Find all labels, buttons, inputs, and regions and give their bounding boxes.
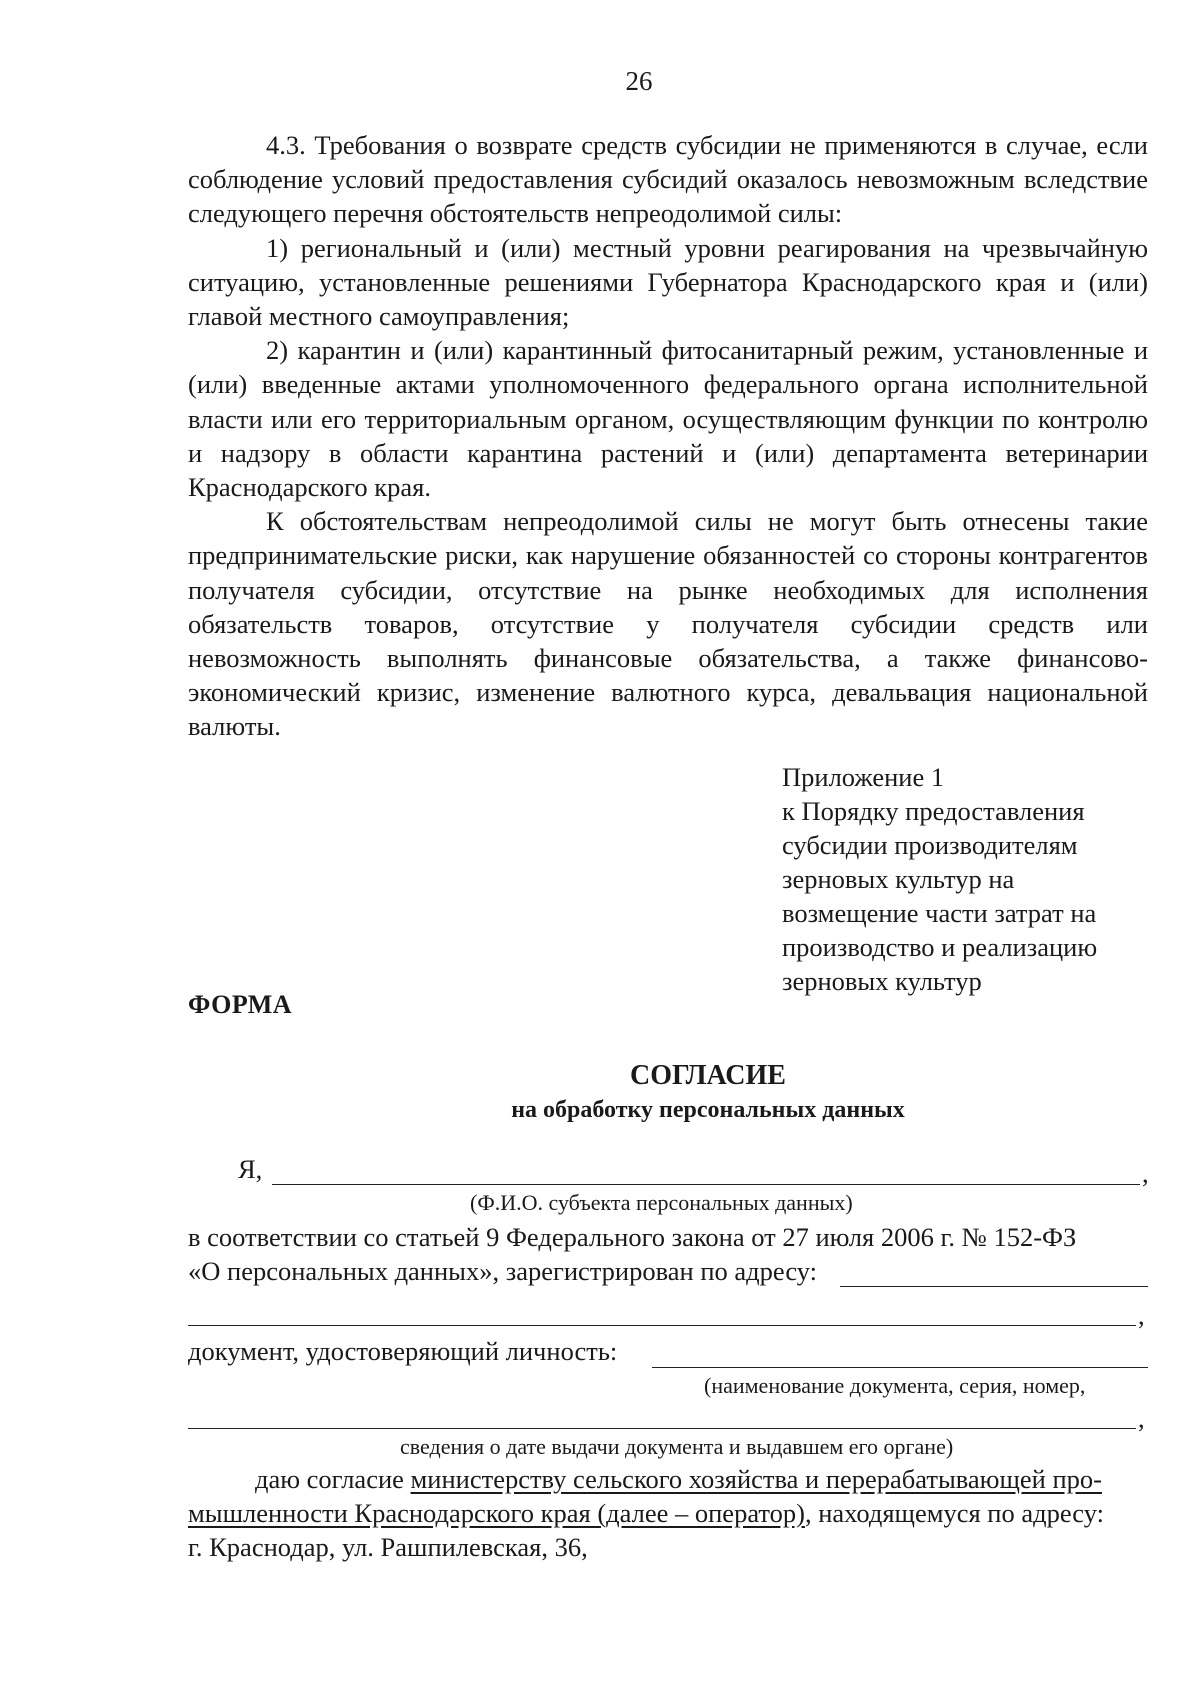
- comma: ,: [1138, 1300, 1145, 1330]
- appendix-line: Приложение 1: [782, 762, 945, 792]
- appendix-line: производство и реализацию: [782, 932, 1098, 962]
- operator-name-part-1: министерству сельского хозяйства и перерабатывающей про-: [410, 1464, 1102, 1494]
- page-number: 26: [625, 66, 653, 96]
- consent-suffix: , находящемуся по адресу:: [804, 1498, 1104, 1528]
- appendix-line: возмещение части затрат на: [782, 898, 1097, 928]
- id-document-field[interactable]: [652, 1367, 1148, 1368]
- consent-prefix: даю согласие: [255, 1464, 411, 1494]
- fio-caption: (Ф.И.О. субъекта персональных данных): [470, 1190, 853, 1215]
- operator-address: г. Краснодар, ул. Рашпилевская, 36,: [188, 1532, 588, 1562]
- law-reference-line-2: «О персональных данных», зарегистрирован по адресу:: [188, 1256, 817, 1286]
- form-title: СОГЛАСИЕ: [630, 1060, 786, 1091]
- ya-label: Я,: [238, 1154, 263, 1184]
- consent-line-1: [255, 1464, 1102, 1495]
- paragraph-item-1: 1) региональный и (или) местный уровни реагирования на чрезвычайную ситуацию, установленные решениями Губернатора Краснодарского края и (или) главой местного самоуправления;: [188, 232, 1148, 332]
- paragraph-force-majeure: К обстоятельствам непреодолимой силы не могут быть отнесены такие предпринимательские риски, как нарушение обязанностей со стороны контрагентов получателя субсидии, отсутствие на рынке необходимых для исполнения обязательств товаров, отсутствие у получателя субсидии средств или невозможность выполнять финансовые обязательства, а также финансово-экономический кризис, изменение валютного курса, девальвация национальной валюты.: [188, 506, 1148, 742]
- consent-line-2: [188, 1498, 1104, 1529]
- appendix-line: зерновых культур на: [782, 864, 1015, 894]
- appendix-line: к Порядку предоставления: [782, 796, 1085, 826]
- form-subtitle: на обработку персональных данных: [511, 1097, 905, 1123]
- appendix-line: субсидии производителям: [782, 830, 1078, 860]
- address-field-continued[interactable]: [188, 1325, 1136, 1326]
- comma: ,: [1142, 1158, 1149, 1188]
- id-document-label: документ, удостоверяющий личность:: [188, 1336, 618, 1366]
- id-document-caption-2: сведения о дате выдачи документа и выдавшем его органе): [400, 1434, 954, 1459]
- paragraph-4-3: 4.3. Требования о возврате средств субсидии не применяются в случае, если соблюдение условий предоставления субсидий оказалось невозможным вследствие следующего перечня обстоятельств непреодолимой силы:: [188, 130, 1148, 229]
- fio-field[interactable]: [272, 1184, 1140, 1185]
- comma: ,: [1138, 1403, 1145, 1433]
- appendix-line: зерновых культур: [782, 966, 982, 996]
- appendix-block: [782, 760, 1162, 998]
- operator-name-part-2: мышленности Краснодарского края (далее – оператор): [188, 1498, 805, 1528]
- address-field[interactable]: [840, 1286, 1148, 1287]
- form-label: ФОРМА: [188, 990, 293, 1019]
- section-4-3: [188, 128, 1148, 744]
- law-reference-line-1: в соответствии со статьей 9 Федерального закона от 27 июля 2006 г. № 152-ФЗ: [188, 1222, 1077, 1252]
- id-document-field-continued[interactable]: [188, 1428, 1136, 1429]
- id-document-caption-1: (наименование документа, серия, номер,: [704, 1373, 1086, 1398]
- paragraph-item-2: 2) карантин и (или) карантинный фитосанитарный режим, установленные и (или) введенные актами уполномоченного федерального органа исполнительной власти или его территориальным органом, осуществляющим функции по контролю и надзору в области карантина растений и (или) департамента ветеринарии Краснодарского края.: [188, 335, 1148, 503]
